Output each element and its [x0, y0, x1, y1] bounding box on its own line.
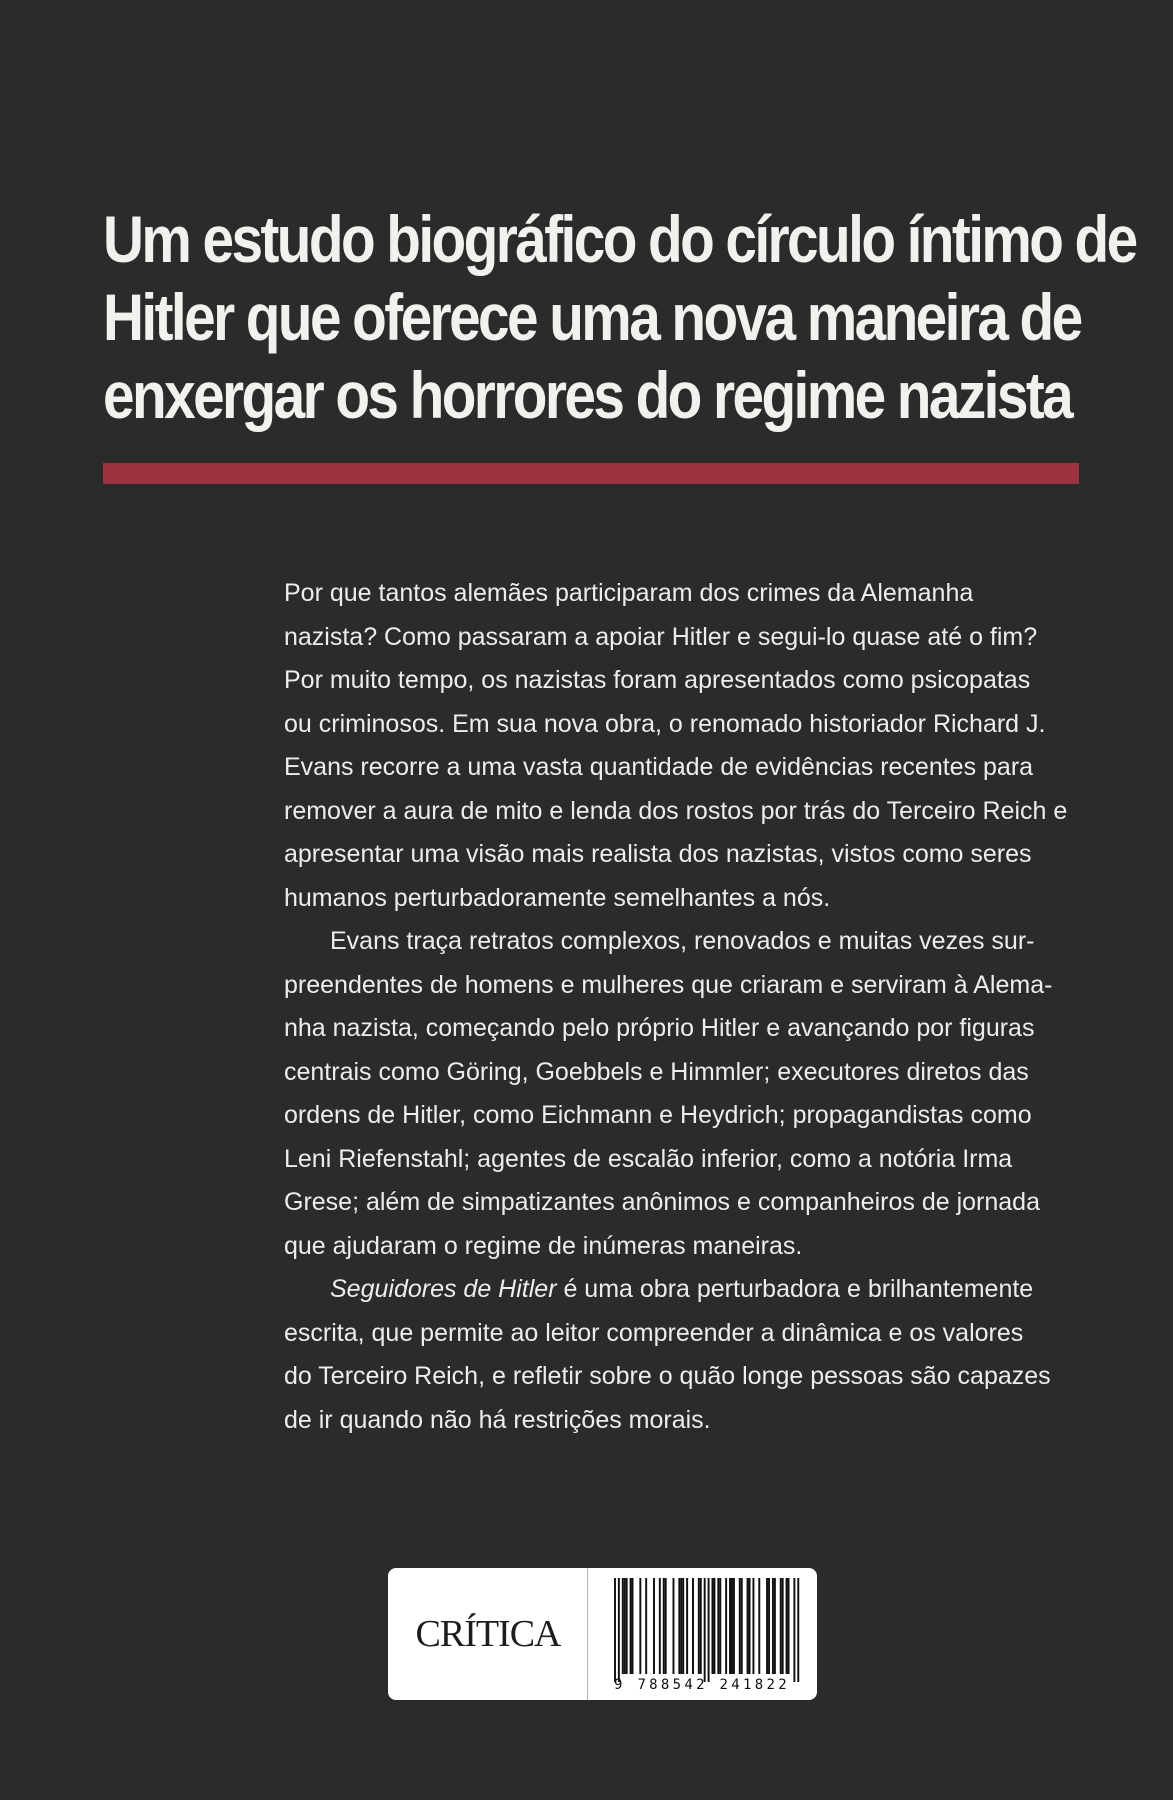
text-line: Por muito tempo, os nazistas foram apresentados como psicopatas	[284, 666, 1031, 694]
barcode-bar	[692, 1578, 694, 1674]
text-line: centrais como Göring, Goebbels e Himmler; executores diretos das	[284, 1057, 1029, 1086]
headline-line: enxergar os horrores do regime nazista	[103, 358, 1072, 432]
text-line: Evans recorre a uma vasta quantidade de evidências recentes para	[284, 753, 1034, 781]
barcode-bar	[793, 1578, 795, 1682]
synopsis-paragraph-3	[284, 1268, 1094, 1442]
barcode-bar	[729, 1578, 731, 1674]
text-fragment: é uma obra perturbadora e brilhantemente	[556, 1275, 1034, 1303]
publisher-logo: CRÍTICA	[415, 1613, 561, 1655]
barcode-bar	[717, 1578, 719, 1674]
barcode-bar	[788, 1578, 790, 1674]
barcode-bar	[665, 1578, 667, 1674]
barcode-bar	[733, 1578, 735, 1674]
barcode-bar	[731, 1578, 733, 1674]
text-line: que ajudaram o regime de inúmeras maneiras.	[284, 1231, 803, 1260]
barcode-bar	[768, 1578, 770, 1674]
barcode-bar	[673, 1578, 675, 1674]
text-line: nazista? Como passaram a apoiar Hitler e segui-lo quase até o fim?	[284, 622, 1038, 651]
isbn-number: 9 788542 241822	[614, 1677, 790, 1693]
barcode-label	[388, 1568, 817, 1700]
barcode-bar	[704, 1578, 706, 1682]
text-line: ordens de Hitler, como Eichmann e Heydrich; propagandistas como	[284, 1101, 1032, 1129]
text-line: Evans traça retratos complexos, renovados e muitas vezes sur-	[330, 927, 1035, 955]
barcode-bar	[758, 1578, 760, 1674]
text-line: Grese; além de simpatizantes anônimos e companheiros de jornada	[284, 1188, 1040, 1216]
barcode-bar	[680, 1578, 682, 1674]
barcode-bar	[698, 1578, 700, 1674]
barcode-bar	[618, 1578, 620, 1682]
text-line	[284, 1268, 1094, 1312]
text-line: apresentar uma visão mais realista dos nazistas, vistos como seres	[284, 840, 1032, 868]
text-line: nha nazista, começando pelo próprio Hitler e avançando por figuras	[284, 1014, 1035, 1042]
barcode-bar	[682, 1578, 684, 1674]
text-line: Leni Riefenstahl; agentes de escalão inferior, como a notória Irma	[284, 1144, 1013, 1173]
barcode-bar	[700, 1578, 702, 1674]
barcode-bar	[782, 1578, 784, 1674]
text-line: escrita, que permite ao leitor compreender a dinâmica e os valores	[284, 1318, 1024, 1347]
barcode-bar	[766, 1578, 768, 1674]
headline-line: Hitler que oferece uma nova maneira de	[103, 280, 1081, 354]
text-line: de ir quando não há restrições morais.	[284, 1405, 711, 1434]
barcode-bar	[797, 1578, 799, 1682]
barcode-bar	[624, 1578, 626, 1674]
barcode-bar	[780, 1578, 782, 1674]
text-line: Por que tantos alemães participaram dos crimes da Alemanha	[284, 579, 974, 607]
barcode-bar	[774, 1578, 776, 1674]
barcode-bar	[749, 1578, 751, 1674]
synopsis-paragraph-2	[284, 920, 1094, 1268]
barcode-bar	[725, 1578, 727, 1674]
text-line: do Terceiro Reich, e refletir sobre o quão longe pessoas são capazes	[284, 1362, 1051, 1390]
headline-line: Um estudo biográfico do círculo íntimo de	[103, 202, 1136, 276]
synopsis	[284, 572, 1094, 1442]
barcode-bar	[747, 1578, 749, 1674]
barcode-bar	[663, 1578, 665, 1674]
barcode-bar	[632, 1578, 634, 1674]
barcode-bar	[739, 1578, 741, 1674]
barcode-bar	[626, 1578, 628, 1674]
synopsis-paragraph-1	[284, 572, 1094, 920]
barcode-bar	[713, 1578, 715, 1674]
barcode-bar	[708, 1578, 710, 1682]
barcode-bar	[678, 1578, 680, 1674]
barcode-bar	[639, 1578, 641, 1674]
barcode-bar	[622, 1578, 624, 1674]
barcode-bar	[719, 1578, 721, 1674]
barcode-bar	[686, 1578, 688, 1674]
accent-divider	[103, 463, 1079, 484]
text-line: ou criminosos. Em sua nova obra, o renomado historiador Richard J.	[284, 709, 1046, 738]
barcode-bar	[786, 1578, 788, 1674]
text-line: humanos perturbadoramente semelhantes a nós.	[284, 883, 831, 912]
barcode-bar	[659, 1578, 661, 1674]
text-line: preendentes de homens e mulheres que criaram e serviram à Alema-	[284, 970, 1053, 999]
barcode-bar	[741, 1578, 743, 1674]
barcode-bar	[712, 1578, 714, 1674]
barcode-bar	[630, 1578, 632, 1674]
barcode-bar	[772, 1578, 774, 1674]
barcode-bar	[645, 1578, 647, 1674]
book-title: Seguidores de Hitler	[330, 1275, 557, 1303]
text-line: remover a aura de mito e lenda dos rostos por trás do Terceiro Reich e	[284, 796, 1068, 825]
barcode-bar	[752, 1578, 754, 1674]
barcode-bar	[614, 1578, 616, 1682]
barcode-bar	[653, 1578, 655, 1674]
headline	[103, 200, 1136, 434]
